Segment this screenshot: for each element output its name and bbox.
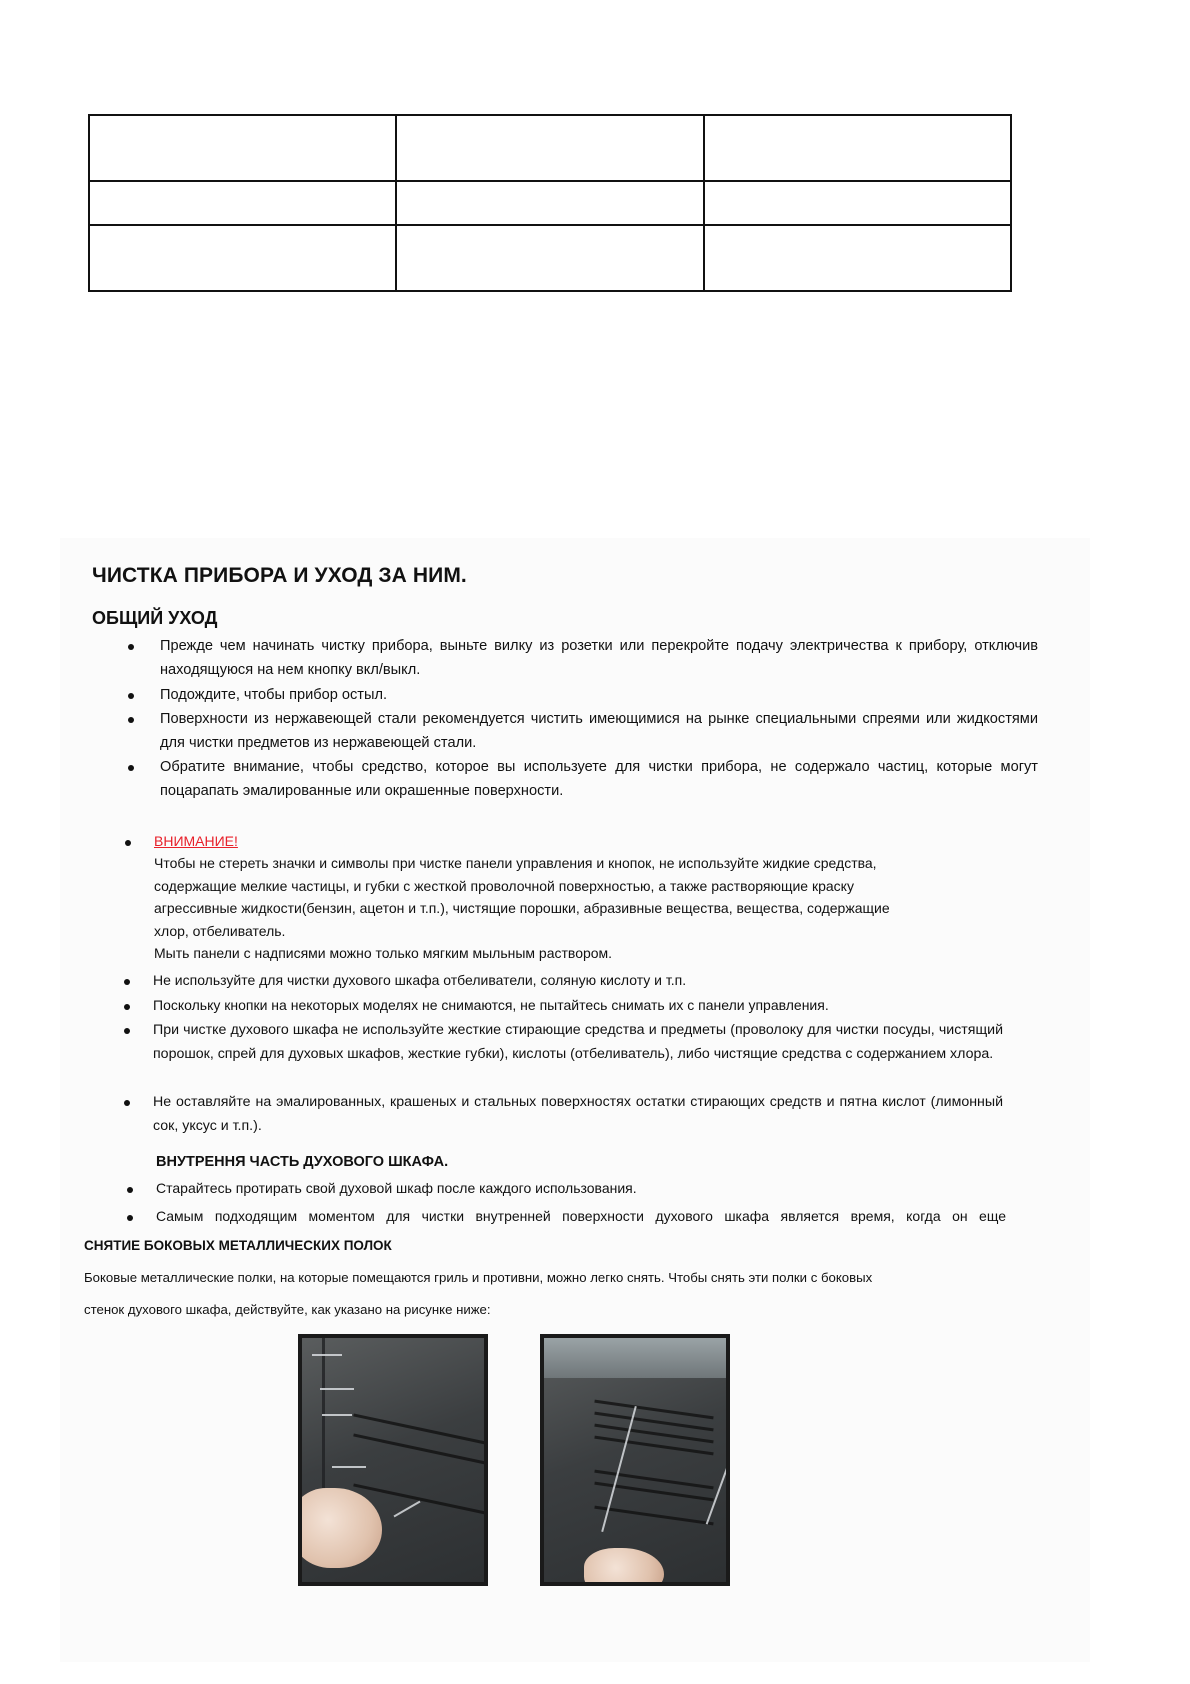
shelf-removal-photo-2 bbox=[540, 1334, 730, 1586]
table-cell bbox=[396, 181, 703, 225]
table-cell bbox=[704, 181, 1011, 225]
list-item: Старайтесь протирать свой духовой шкаф после каждого использования. bbox=[156, 1180, 637, 1196]
table-cell bbox=[89, 115, 396, 181]
table-cell bbox=[89, 181, 396, 225]
bullet-icon bbox=[127, 1187, 133, 1193]
shelves-heading: СНЯТИЕ БОКОВЫХ МЕТАЛЛИЧЕСКИХ ПОЛОК bbox=[84, 1238, 392, 1253]
warning-line: Чтобы не стереть значки и символы при чистке панели управления и кнопок, не используйте жидкие средства, bbox=[154, 855, 877, 871]
bullet-icon bbox=[128, 717, 134, 723]
section-title: ЧИСТКА ПРИБОРА И УХОД ЗА НИМ. bbox=[92, 564, 467, 587]
general-care-heading: ОБЩИЙ УХОД bbox=[92, 608, 218, 628]
list-item: Самым подходящим моментом для чистки внутренней поверхности духового шкафа является время, когда он еще bbox=[156, 1208, 1006, 1224]
interior-heading: ВНУТРЕННЯ ЧАСТЬ ДУХОВОГО ШКАФА. bbox=[156, 1154, 449, 1170]
warning-text bbox=[154, 852, 1034, 965]
warning-line: Мыть панели с надписями можно только мягким мыльным раствором. bbox=[154, 945, 613, 961]
bullet-icon bbox=[124, 979, 130, 985]
list-item: Подождите, чтобы прибор остыл. bbox=[160, 687, 388, 703]
bullet-icon bbox=[128, 693, 134, 699]
table-row bbox=[89, 225, 1011, 291]
bullet-icon bbox=[127, 1215, 133, 1221]
table-row bbox=[89, 115, 1011, 181]
shelves-text-line1: Боковые металлические полки, на которые помещаются гриль и противни, можно легко снять. Чтобы снять эти полки с боковых bbox=[84, 1270, 873, 1285]
warning-line: содержащие мелкие частицы, и губки с жесткой проволочной поверхностью, а также растворяющие краску bbox=[154, 877, 854, 894]
table-cell bbox=[704, 115, 1011, 181]
list-item: Поскольку кнопки на некоторых моделях не снимаются, не пытайтесь снимать их с панели управления. bbox=[153, 997, 829, 1013]
bullet-icon bbox=[128, 644, 134, 650]
list-item: Прежде чем начинать чистку прибора, выньте вилку из розетки или перекройте подачу электричества к прибору, отключив находящуюся на нем кнопку вкл/выкл. bbox=[160, 638, 1038, 678]
table-row bbox=[89, 181, 1011, 225]
spec-table bbox=[88, 114, 1012, 292]
warning-label: ВНИМАНИЕ! bbox=[154, 833, 238, 849]
list-item: При чистке духового шкафа не используйте жесткие стирающие средства и предметы (проволоку для чистки посуды, чистящий порошок, спрей для духовых шкафов, жесткие губки), кислоты (отбеливатель), либо чистящие средства с содержанием хлора. bbox=[153, 1022, 1003, 1062]
table-cell bbox=[396, 115, 703, 181]
table-cell bbox=[89, 225, 396, 291]
bullet-icon bbox=[124, 1028, 130, 1034]
list-item: Обратите внимание, чтобы средство, которое вы используете для чистки прибора, не содержало частиц, которые могут поцарапать эмалированные или окрашенные поверхности. bbox=[160, 759, 1038, 799]
list-item: Поверхности из нержавеющей стали рекомендуется чистить имеющимися на рынке специальными спреями или жидкостями для чистки предметов из нержавеющей стали. bbox=[160, 711, 1038, 751]
list-item: Не оставляйте на эмалированных, крашеных и стальных поверхностях остатки стирающих средств и пятна кислот (лимонный сок, уксус и т.п.). bbox=[153, 1094, 1003, 1134]
bullet-icon bbox=[124, 1100, 130, 1106]
bullet-icon bbox=[128, 765, 134, 771]
bullet-icon bbox=[125, 840, 131, 846]
bullet-icon bbox=[124, 1004, 130, 1010]
table-cell bbox=[396, 225, 703, 291]
shelves-text-line2: стенок духового шкафа, действуйте, как указано на рисунке ниже: bbox=[84, 1302, 491, 1317]
shelf-removal-photo-1 bbox=[298, 1334, 488, 1586]
table-cell bbox=[704, 225, 1011, 291]
list-item: Не используйте для чистки духового шкафа отбеливатели, соляную кислоту и т.п. bbox=[153, 972, 687, 988]
warning-line: агрессивные жидкости(бензин, ацетон и т.п.), чистящие порошки, абразивные вещества, вещества, содержащие bbox=[154, 900, 890, 916]
warning-line: хлор, отбеливатель. bbox=[154, 922, 286, 939]
